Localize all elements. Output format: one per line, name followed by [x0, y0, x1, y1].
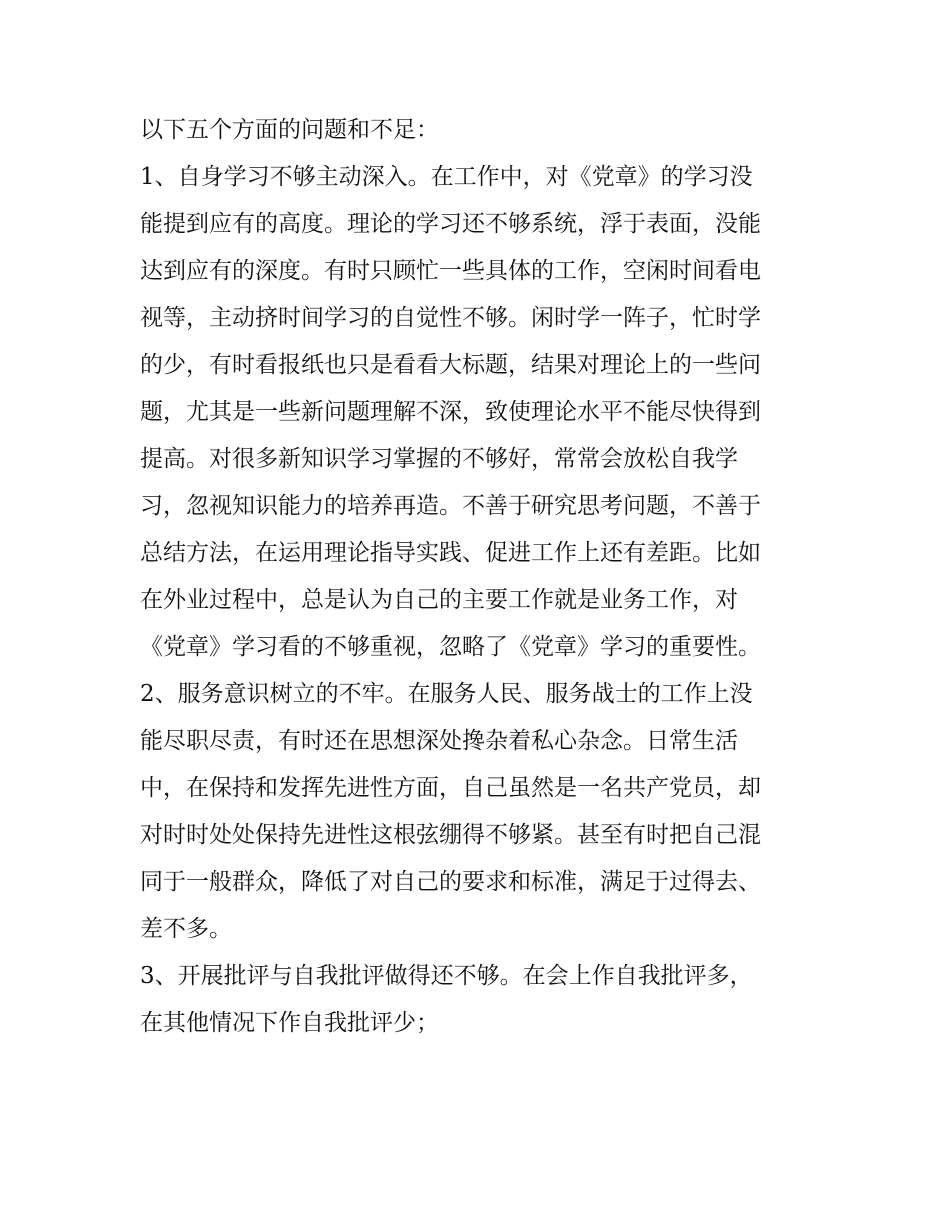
document-body — [140, 107, 812, 1047]
text-line: 以下五个方面的问题和不足： — [140, 117, 439, 143]
text-line: 2、服务意识树立的不牢。在服务人民、服务战士的工作上没 — [140, 681, 753, 707]
text-line: 视等，主动挤时间学习的自觉性不够。闲时学一阵子，忙时学 — [140, 305, 761, 331]
text-line: 能尽职尽责，有时还在思想深处搀杂着私心杂念。日常生活 — [140, 728, 738, 754]
text-line: 的少，有时看报纸也只是看看大标题，结果对理论上的一些问 — [140, 352, 761, 378]
text-line: 在其他情况下作自我批评少； — [140, 1010, 439, 1036]
text-line: 中，在保持和发挥先进性方面，自己虽然是一名共产党员，却 — [140, 775, 761, 801]
text-line: 1、自身学习不够主动深入。在工作中，对《党章》的学习没 — [140, 164, 753, 190]
text-line: 差不多。 — [140, 916, 232, 942]
text-line: 提高。对很多新知识学习掌握的不够好，常常会放松自我学 — [140, 446, 738, 472]
text-line: 3、开展批评与自我批评做得还不够。在会上作自我批评多， — [140, 963, 753, 989]
text-line: 对时时处处保持先进性这根弦绷得不够紧。甚至有时把自己混 — [140, 822, 761, 848]
text-line: 同于一般群众，降低了对自己的要求和标准，满足于过得去、 — [140, 869, 761, 895]
text-line: 《党章》学习看的不够重视，忽略了《党章》学习的重要性。 — [140, 634, 761, 660]
text-line: 题，尤其是一些新问题理解不深，致使理论水平不能尽快得到 — [140, 399, 761, 425]
text-line: 在外业过程中，总是认为自己的主要工作就是业务工作，对 — [140, 587, 738, 613]
text-line: 总结方法，在运用理论指导实践、促进工作上还有差距。比如 — [140, 540, 761, 566]
text-line: 能提到应有的高度。理论的学习还不够系统，浮于表面，没能 — [140, 211, 761, 237]
text-line: 达到应有的深度。有时只顾忙一些具体的工作，空闲时间看电 — [140, 258, 761, 284]
text-line: 习，忽视知识能力的培养再造。不善于研究思考问题，不善于 — [140, 493, 761, 519]
